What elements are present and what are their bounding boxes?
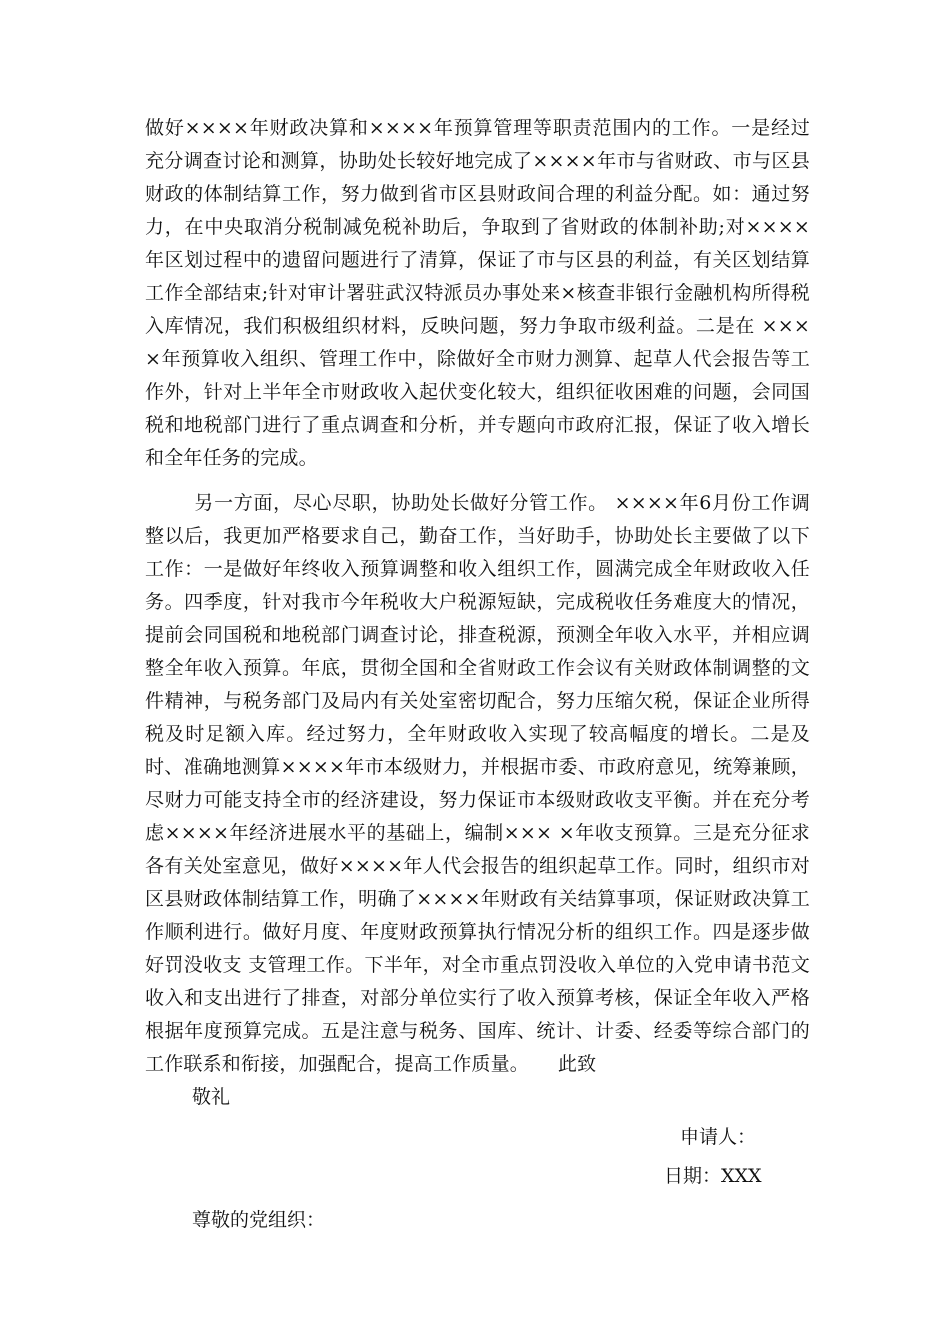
- paragraph-2: 另一方面，尽心尽职，协助处长做好分管工作。 ××××年6月份工作调整以后，我更加严格要求自己，勤奋工作，当好助手，协助处长主要做了以下工作：一是做好年终收入预算调整和收入组织工作，圆满完成全年财政收入任务。四季度，针对我市今年税收大户税源短缺，完成税收任务难度大的情况，提前会同国税和地税部门调查讨论，排查税源，预测全年收入水平，并相应调整全年收入预算。年底，贯彻全国和全省财政工作会议有关财政体制调整的文件精神，与税务部门及局内有关处室密切配合，努力压缩欠税，保证企业所得税及时足额入库。经过努力，全年财政收入实现了较高幅度的增长。二是及时、准确地测算××××年市本级财力，并根据市委、市政府意见，统筹兼顾，尽财力可能支持全市的经济建设，努力保证市本级财政收支平衡。并在充分考虑××××年经济进展水平的基础上，编制××× ×年收支预算。三是充分征求各有关处室意见，做好××××年人代会报告的组织起草工作。同时，组织市对区县财政体制结算工作，明确了××××年财政有关结算事项，保证财政决算工作顺利进行。做好月度、年度财政预算执行情况分析的组织工作。四是逐步做好罚没收支 支管理工作。下半年，对全市重点罚没收入单位的入党申请书范文收入和支出进行了排查，对部分单位实行了收入预算考核，保证全年收入严格根据年度预算完成。五是注意与税务、国库、统计、计委、经委等综合部门的工作联系和衔接，加强配合，提高工作质量。 此致: [145, 492, 810, 1075]
- salutation: 尊敬的党组织：: [192, 1209, 326, 1231]
- document-body: [145, 112, 810, 1081]
- paragraph-1: 做好××××年财政决算和××××年预算管理等职责范围内的工作。一是经过充分调查讨论和测算，协助处长较好地完成了××××年市与省财政、市与区县财政的体制结算工作，努力做到省市区县财政间合理的利益分配。如：通过努力，在中央取消分税制减免税补助后，争取到了省财政的体制补助;对××××年区划过程中的遗留问题进行了清算，保证了市与区县的利益，有关区划结算工作全部结束;针对审计署驻武汉特派员办事处来×核查非银行金融机构所得税入库情况，我们积极组织材料，反映问题，努力争取市级利益。二是在 ××××年预算收入组织、管理工作中，除做好全市财力测算、起草人代会报告等工作外，针对上半年全市财政收入起伏变化较大，组织征收困难的问题，会同国税和地税部门进行了重点调查和分析，并专题向市政府汇报，保证了收入增长和全年任务的完成。: [145, 117, 810, 469]
- date-label: 日期：XXX: [664, 1165, 762, 1187]
- closing-salute: 敬礼: [192, 1086, 231, 1108]
- applicant-label: 申请人：: [680, 1126, 757, 1148]
